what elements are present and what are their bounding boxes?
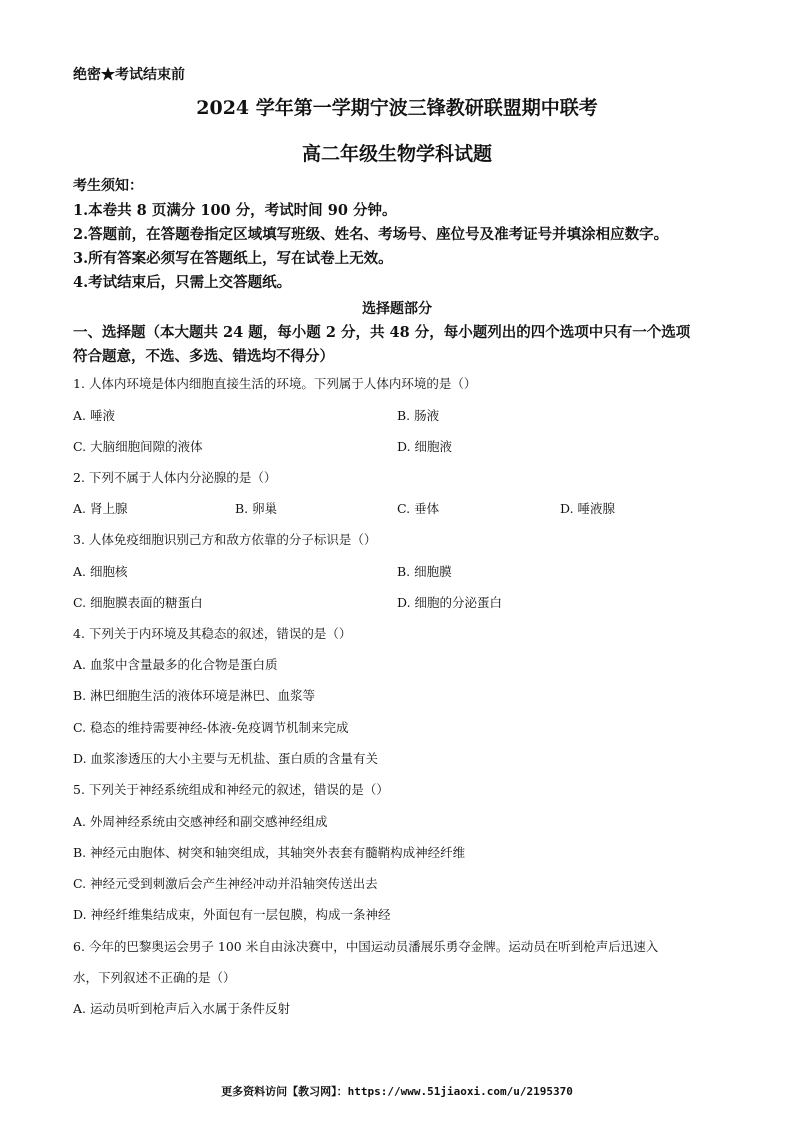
option-c: C. 神经元受到刺激后会产生神经冲动并沿轴突传送出去 <box>73 876 378 891</box>
option-c: C. 大脑细胞间隙的液体 <box>73 439 203 454</box>
option-a: A. 细胞核 <box>73 564 128 579</box>
notice-item: 4.考试结束后，只需上交答题纸。 <box>73 274 292 291</box>
notice-heading: 考生须知： <box>73 178 143 194</box>
option-b: B. 细胞膜 <box>397 564 452 579</box>
secret-label: 绝密★考试结束前 <box>73 67 185 83</box>
question-stem: 1. 人体内环境是体内细胞直接生活的环境。下列属于人体内环境的是（） <box>73 376 477 391</box>
question-stem: 4. 下列关于内环境及其稳态的叙述，错误的是（） <box>73 626 352 641</box>
question-stem: 2. 下列不属于人体内分泌腺的是（） <box>73 470 277 485</box>
question-stem: 6. 今年的巴黎奥运会男子 100 米自由泳决赛中，中国运动员潘展乐勇夺金牌。运动员在听到枪声后迅速入 <box>73 939 659 954</box>
option-c: C. 细胞膜表面的糖蛋白 <box>73 595 203 610</box>
question-stem-cont: 水，下列叙述不正确的是（） <box>73 970 236 985</box>
option-c: C. 垂体 <box>397 501 440 516</box>
option-a: A. 肾上腺 <box>73 501 128 516</box>
option-a: A. 唾液 <box>73 408 115 423</box>
exam-title: 2024 学年第一学期宁波三锋教研联盟期中联考 <box>196 97 598 119</box>
notice-item: 2.答题前，在答题卷指定区域填写班级、姓名、考场号、座位号及准考证号并填涂相应数字。 <box>73 226 669 243</box>
option-a: A. 运动员听到枪声后入水属于条件反射 <box>73 1001 290 1016</box>
option-a: A. 外周神经系统由交感神经和副交感神经组成 <box>73 814 328 829</box>
part-instructions: 一、选择题（本大题共 24 题，每小题 2 分，共 48 分，每小题列出的四个选项中只有一个选项 <box>73 324 691 341</box>
part-instructions: 符合题意，不选、多选、错选均不得分） <box>73 348 334 365</box>
exam-subtitle: 高二年级生物学科试题 <box>301 143 492 165</box>
option-d: D. 血浆渗透压的大小主要与无机盐、蛋白质的含量有关 <box>73 751 379 766</box>
option-d: D. 唾液腺 <box>560 501 616 516</box>
question-stem: 5. 下列关于神经系统组成和神经元的叙述，错误的是（） <box>73 782 389 797</box>
question-stem: 3. 人体免疫细胞识别己方和敌方依靠的分子标识是（） <box>73 532 377 547</box>
footer-link[interactable]: 更多资料访问【教习网】：https://www.51jiaoxi.com/u/2195370 <box>221 1085 573 1098</box>
option-c: C. 稳态的维持需要神经-体液-免疫调节机制来完成 <box>73 720 349 735</box>
notice-item: 1.本卷共 8 页满分 100 分，考试时间 90 分钟。 <box>73 202 397 219</box>
option-d: D. 神经纤维集结成束，外面包有一层包膜，构成一条神经 <box>73 907 391 922</box>
option-d: D. 细胞液 <box>397 439 453 454</box>
section-title: 选择题部分 <box>362 301 432 317</box>
option-b: B. 肠液 <box>397 408 440 423</box>
option-b: B. 卵巢 <box>235 501 278 516</box>
option-a: A. 血浆中含量最多的化合物是蛋白质 <box>73 657 278 672</box>
notice-item: 3.所有答案必须写在答题纸上，写在试卷上无效。 <box>73 250 393 267</box>
option-d: D. 细胞的分泌蛋白 <box>397 595 503 610</box>
option-b: B. 淋巴细胞生活的液体环境是淋巴、血浆等 <box>73 688 316 703</box>
option-b: B. 神经元由胞体、树突和轴突组成，其轴突外表套有髓鞘构成神经纤维 <box>73 845 466 860</box>
